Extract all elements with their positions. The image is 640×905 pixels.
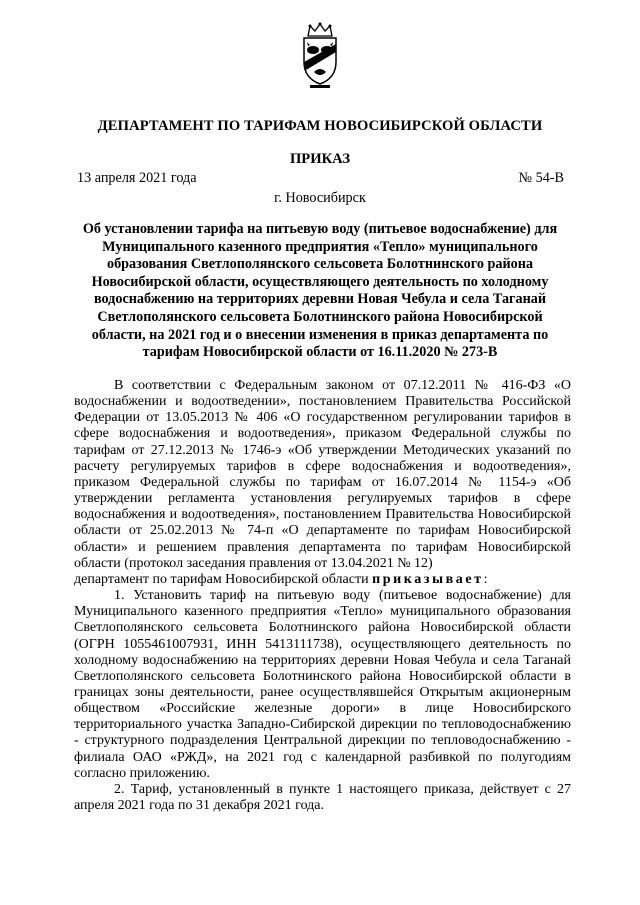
department-name: ДЕПАРТАМЕНТ ПО ТАРИФАМ НОВОСИБИРСКОЙ ОБЛАСТИ bbox=[97, 118, 543, 134]
preamble-paragraph: В соответствии с Федеральным законом от 07.12.2011 № 416-ФЗ «О водоснабжении и водоотведении», постановлением Правительства Российской Федерации от 13.05.2013 № 406 «О государственном регулировании тарифов в сфере водоснабжения и водоотведения», приказом Федеральной службы по тарифам от 27.12.2013 № 1746-э «Об утверждении Методических указаний по расчету регулируемых тарифов в сфере водоснабжения и водоотведения», приказом Федеральной службы по тарифам от 16.07.2014 № 1154-э «Об утверждении регламента установления регулируемых тарифов в сфере водоснабжения и водоотведения», постановлением Правительства Новосибирской области от 25.02.2013 № 74-п «О департаменте по тарифам Новосибирской области» и решением правления департамента по тарифам Новосибирской области (протокол заседания правления от 13.04.2021 № 12) bbox=[74, 378, 571, 571]
order-number: № 54-В bbox=[518, 170, 564, 186]
orders-lead: департамент по тарифам Новосибирской области bbox=[74, 571, 373, 587]
orders-word: приказывает bbox=[372, 571, 484, 587]
orders-line bbox=[74, 572, 571, 588]
order-title: Об установлении тарифа на питьевую воду (питьевое водоснабжение) для Муниципального казенного предприятия «Тепло» муниципального образования Светлополянского сельсовета Болотнинского района Новосибирской области, осуществляющего деятельность по холодному водоснабжению на территориях деревни Новая Чебула и села Таганай Светлополянского сельсовета Болотнинского района Новосибирской области, на 2021 год и о внесении изменения в приказ департамента по тарифам Новосибирской области от 16.11.2020 № 273-В bbox=[82, 221, 558, 361]
item-2-paragraph: 2. Тариф, установленный в пункте 1 настоящего приказа, действует с 27 апреля 2021 года по 31 декабря 2021 года. bbox=[74, 781, 571, 814]
order-date: 13 апреля 2021 года bbox=[77, 170, 197, 186]
orders-colon: : bbox=[483, 571, 488, 587]
document-type: ПРИКАЗ bbox=[289, 151, 351, 167]
order-body bbox=[74, 378, 571, 814]
coat-of-arms-icon bbox=[298, 22, 342, 90]
item-1-paragraph: 1. Установить тариф на питьевую воду (питьевое водоснабжение) для Муниципального казенного предприятия «Тепло» муниципального образования Светлополянского сельсовета Болотнинского района Новосибирской области (ОГРН 1055461007931, ИНН 5413111738), осуществляющего деятельность по холодному водоснабжению на территориях деревни Новая Чебула и села Таганай Светлополянского сельсовета Болотнинского района Новосибирской области в границах зоны деятельности, ранее осуществлявшейся Открытым акционерным обществом «Российские железные дороги» в лице Новосибирского территориального участка Западно-Сибирской дирекции по тепловодоснабжению - структурного подразделения Центральной дирекции по тепловодоснабжению - филиала ОАО «РЖД», на 2021 год с календарной разбивкой по полугодиям согласно приложению. bbox=[74, 588, 571, 781]
order-city: г. Новосибирск bbox=[274, 190, 366, 206]
